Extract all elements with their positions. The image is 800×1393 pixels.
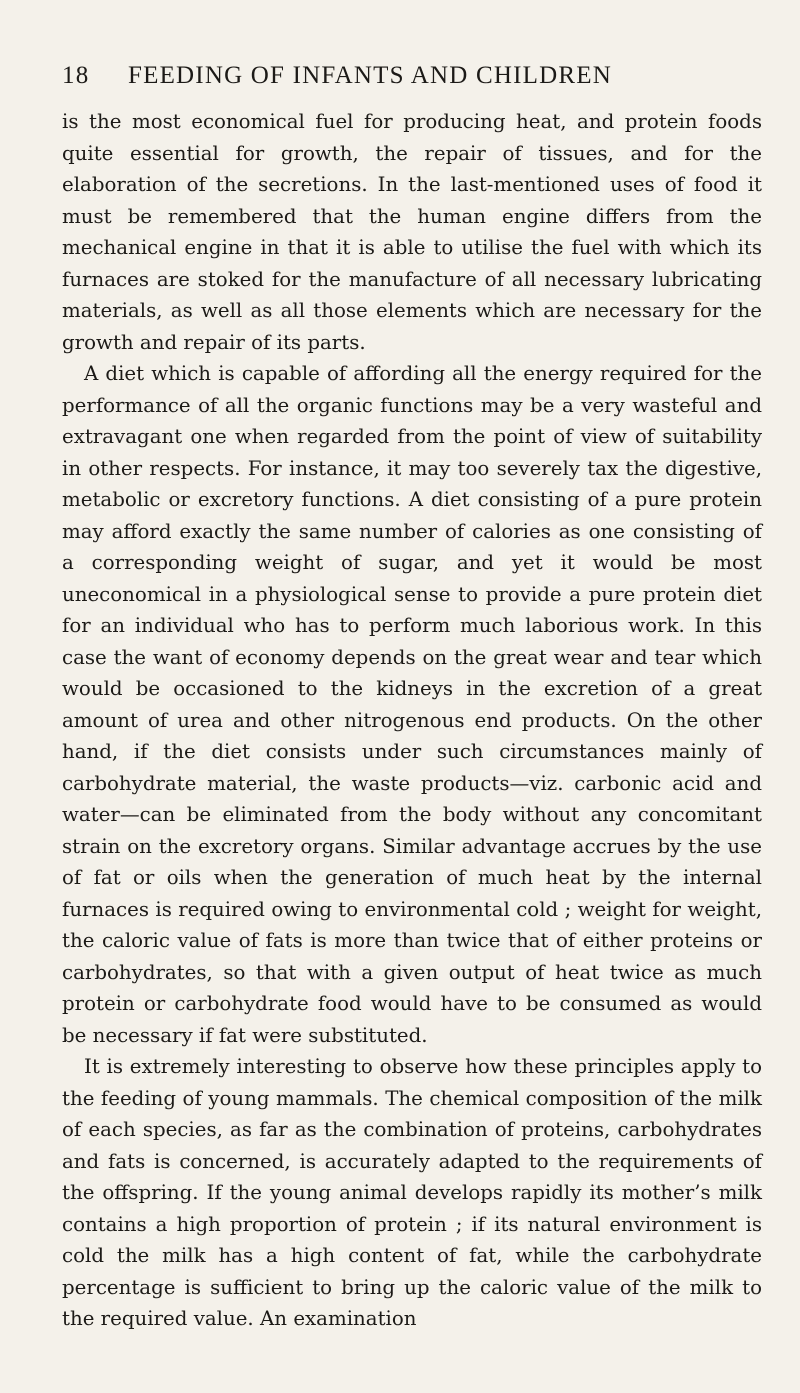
body-text <box>62 106 762 1335</box>
running-title: FEEDING OF INFANTS AND CHILDREN <box>128 62 612 89</box>
book-page <box>62 62 762 1335</box>
paragraph-young-mammals: It is extremely interesting to observe how these principles apply to the feeding of young mammals. The chemical composition of the milk of each species, as far as the combination of proteins, carbohydrates and fats is concerned, is accurately adapted to the requirements of the offspring. If the young animal develops rapidly its mother’s milk contains a high proportion of protein ; if its natural environment is cold the milk has a high content of fat, while the carbohydrate percentage is sufficient to bring up the caloric value of the milk to the required value. An examination <box>62 1055 762 1330</box>
paragraph-diet-energy: A diet which is capable of affording all the energy required for the performance of all the organic functions may be a very wasteful and extravagant one when regarded from the point of view of suitability in other respects. For instance, it may too severely tax the digestive, metabolic or excretory functions. A diet consisting of a pure protein may afford exactly the same number of calories as one consisting of a corresponding weight of sugar, and yet it would be most uneconomical in a physiological sense to provide a pure protein diet for an individual who has to perform much laborious work. In this case the want of economy depends on the great wear and tear which would be occasioned to the kidneys in the excretion of a great amount of urea and other nitrogenous end products. On the other hand, if the diet consists under such circumstances mainly of carbohydrate material, the waste products—viz. carbonic acid and water—can be eliminated from the body without any concomitant strain on the excretory organs. Similar advantage accrues by the use of fat or oils when the generation of much heat by the internal furnaces is required owing to environmental cold ; weight for weight, the caloric value of fats is more than twice that of either proteins or carbohydrates, so that with a given output of heat twice as much protein or carbohydrate food would have to be consumed as would be necessary if fat were substituted. <box>62 362 762 1047</box>
running-head <box>62 62 762 102</box>
page-number: 18 <box>62 62 90 89</box>
paragraph-continued: is the most economical fuel for producing heat, and protein foods quite essential for growth, the repair of tissues, and for the elaboration of the secretions. In the last-mentioned uses of food it must be remembered that the human engine differs from the mechanical engine in that it is able to utilise the fuel with which its furnaces are stoked for the manufacture of all necessary lubricating materials, as well as all those elements which are necessary for the growth and repair of its parts. <box>62 110 762 354</box>
